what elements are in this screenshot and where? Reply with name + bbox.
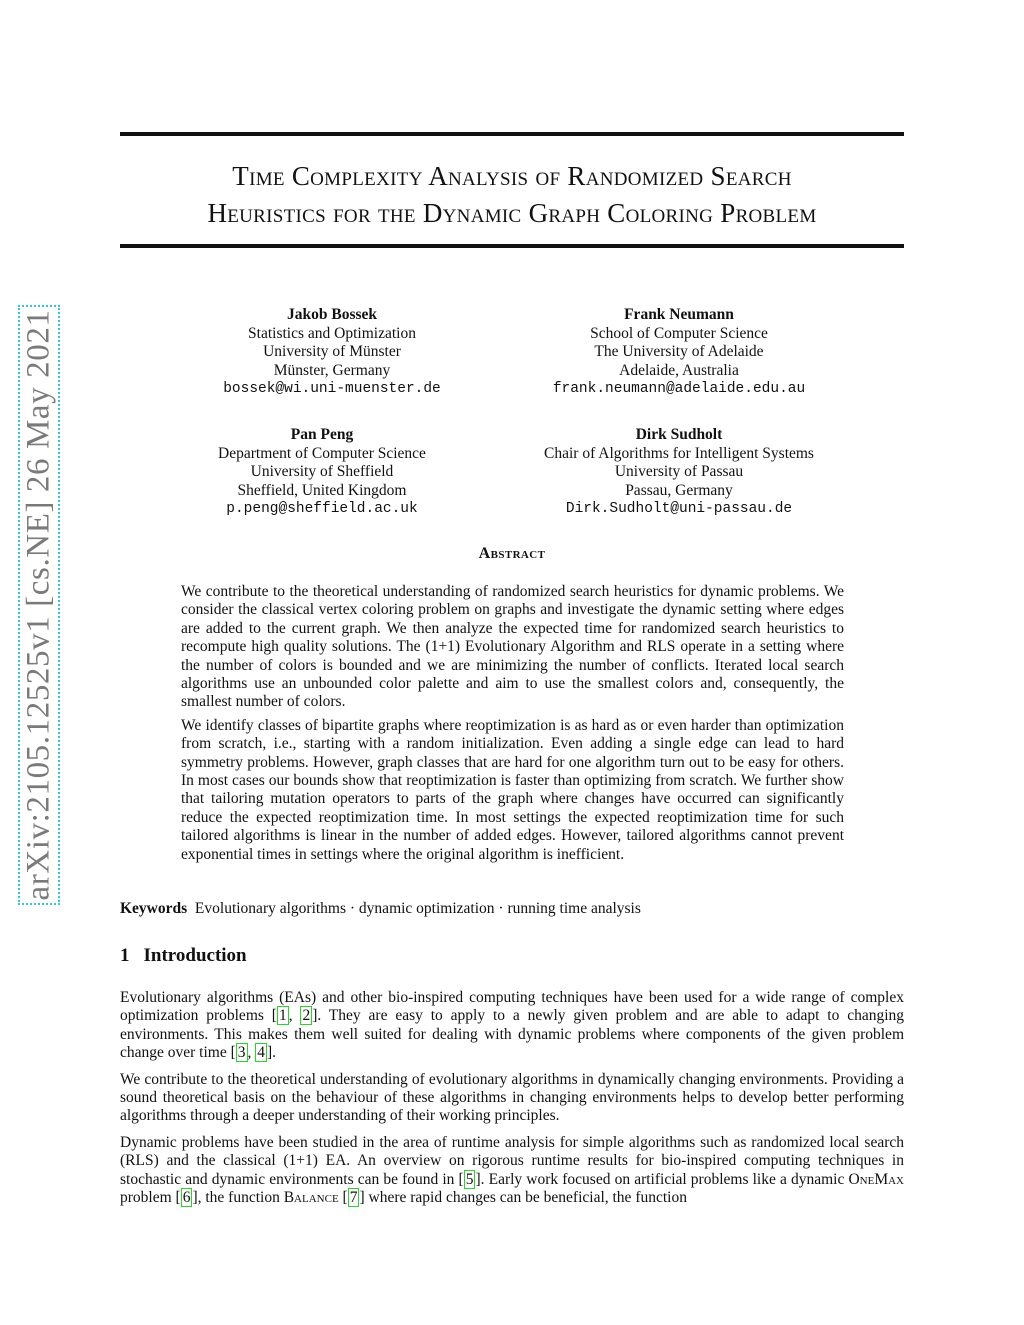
author-affiliation: School of Computer Science — [590, 324, 768, 342]
title-line-2: Heuristics for the Dynamic Graph Coloring Problem — [207, 198, 817, 228]
section-heading-introduction — [120, 945, 247, 967]
intro-paragraph-3 — [120, 1134, 904, 1208]
author-affiliation: University of Sheffield — [250, 463, 394, 480]
citation-link[interactable]: 1 — [278, 1007, 287, 1025]
citation-link[interactable]: 5 — [465, 1170, 474, 1188]
text-run: ]. They are easy to apply to a newly given problem and are able to adapt to changing environments. This makes them well suited for dealing with dynamic problems where components of the given problem change over time [ — [120, 1007, 905, 1062]
text-run: ]. Early work focused on artificial problems like a dynamic — [475, 1170, 849, 1188]
intro-paragraph-2: We contribute to the theoretical understanding of evolutionary algorithms in dynamically changing environments. Providing a sound theoretical basis on the behaviour of these algorithms in changing environments helps to develop better performing algorithms through a deeper understanding of their working principles. — [120, 1070, 904, 1125]
author-email[interactable]: frank.neumann@adelaide.edu.au — [552, 381, 806, 397]
author-block-2 — [509, 306, 849, 399]
onemax-name: OneMax — [848, 1170, 904, 1188]
balance-name: Balance — [283, 1189, 339, 1207]
author-email[interactable]: p.peng@sheffield.ac.uk — [226, 501, 418, 517]
title-top-rule — [120, 132, 904, 136]
text-run: Dynamic problems have been studied in the area of runtime analysis for simple algorithms such as randomized local search (RLS) and the classical (1+1) EA. An overview on rigorous runtime results for bio-inspired computing techniques in stochastic and dynamic environments can be found in [ — [120, 1133, 904, 1188]
author-affiliation: Department of Computer Science — [218, 444, 426, 462]
text-run: , — [288, 1007, 301, 1025]
introduction-body — [120, 989, 904, 1215]
author-affiliation: Statistics and Optimization — [248, 324, 416, 342]
title-bottom-rule — [120, 244, 904, 248]
author-name: Dirk Sudholt — [635, 426, 723, 443]
text-run: ]. — [267, 1044, 277, 1062]
author-affiliation: Chair of Algorithms for Intelligent Systems — [544, 444, 814, 462]
author-name: Frank Neumann — [624, 306, 734, 323]
section-title: Introduction — [143, 945, 247, 966]
abstract-paragraph-2: We identify classes of bipartite graphs where reoptimization is as hard as or even harder than optimization from scratch, i.e., starting with a random initialization. Even adding a single edge can lead to hard symmetry problems. However, graph classes that are hard for one algorithm turn out to be easy for others. In most cases our bounds show that reoptimization is faster than optimizing from scratch. We further show that tailoring mutation operators to parts of the graph where changes have occurred can significantly reduce the expected reoptimization time. In most settings the expected reoptimization time for such tailored algorithms is linear in the number of added edges. However, tailored algorithms cannot prevent exponential times in settings where the original algorithm is inefficient. — [181, 716, 844, 863]
author-affiliation: The University of Adelaide — [594, 343, 764, 360]
keywords-label: Keywords — [120, 900, 188, 917]
paper-title — [120, 158, 904, 232]
text-run: [ — [338, 1189, 348, 1207]
text-run: , — [247, 1044, 256, 1062]
text-run: ], the function — [192, 1189, 284, 1207]
author-affiliation: University of Münster — [263, 343, 401, 360]
citation-link[interactable]: 3 — [237, 1044, 246, 1062]
arxiv-stamp-text: arXiv:2105.12525v1 [cs.NE] 26 May 2021 — [20, 309, 57, 901]
author-email[interactable]: bossek@wi.uni-muenster.de — [223, 381, 441, 397]
keywords-text: Evolutionary algorithms · dynamic optimization · running time analysis — [194, 900, 641, 917]
citation-link[interactable]: 7 — [349, 1189, 358, 1207]
abstract-body — [181, 583, 844, 869]
arxiv-stamp[interactable] — [18, 305, 60, 905]
abstract-paragraph-1: We contribute to the theoretical understanding of randomized search heuristics for dynamic problems. We consider the classical vertex coloring problem on graphs and investigate the dynamic setting where edges are added to the current graph. We then analyze the expected time for randomized search heuristics to recompute high quality solutions. The (1+1) Evolutionary Algorithm and RLS operate in a setting where the number of colors is bounded and we are minimizing the number of conflicts. Iterated local search algorithms use an unbounded color palette and aim to use the smallest colors and, consequently, the smallest number of colors. — [181, 583, 844, 711]
citation-link[interactable]: 4 — [257, 1044, 266, 1062]
author-name: Pan Peng — [290, 426, 354, 443]
author-email[interactable]: Dirk.Sudholt@uni-passau.de — [565, 501, 793, 517]
author-affiliation: Adelaide, Australia — [619, 361, 739, 379]
text-run: ] where rapid changes can be beneficial, the function — [359, 1189, 687, 1207]
intro-paragraph-1 — [120, 989, 904, 1063]
author-affiliation: University of Passau — [614, 463, 744, 480]
author-block-1 — [162, 306, 502, 399]
author-affiliation: Passau, Germany — [625, 481, 733, 499]
section-number: 1 — [120, 945, 130, 966]
author-affiliation: Sheffield, United Kingdom — [237, 481, 407, 499]
author-block-4 — [509, 426, 849, 519]
abstract-heading: Abstract — [478, 545, 546, 562]
author-affiliation: Münster, Germany — [273, 361, 391, 379]
author-name: Jakob Bossek — [286, 306, 378, 323]
text-run: Evolutionary algorithms (EAs) and other bio-inspired computing techniques have been used for a wide range of complex optimization problems [ — [120, 989, 904, 1025]
text-run: problem [ — [120, 1189, 181, 1207]
author-block-3 — [152, 426, 492, 519]
citation-link[interactable]: 2 — [302, 1007, 311, 1025]
keywords-line — [120, 900, 904, 918]
citation-link[interactable]: 6 — [182, 1189, 191, 1207]
title-line-1: Time Complexity Analysis of Randomized Search — [232, 161, 792, 191]
